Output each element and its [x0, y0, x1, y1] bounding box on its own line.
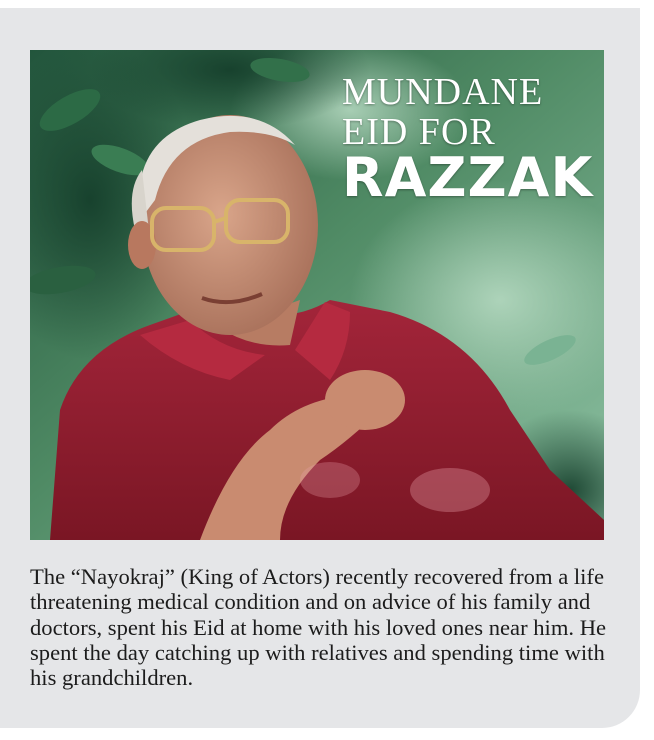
headline-name: RAZZAK [342, 146, 594, 209]
headline-line-1: MUNDANE [342, 71, 544, 113]
headline-line-2: EID FOR [342, 111, 496, 153]
headline [342, 71, 594, 209]
caption-text: The “Nayokraj” (King of Actors) recently recovered from a life threatening medical condition and on advice of his family and doctors, spent his Eid at home with his loved ones near him. He spent the day catching up with relatives and spending time with his grandchildren. [30, 564, 607, 691]
feature-card [0, 8, 640, 728]
